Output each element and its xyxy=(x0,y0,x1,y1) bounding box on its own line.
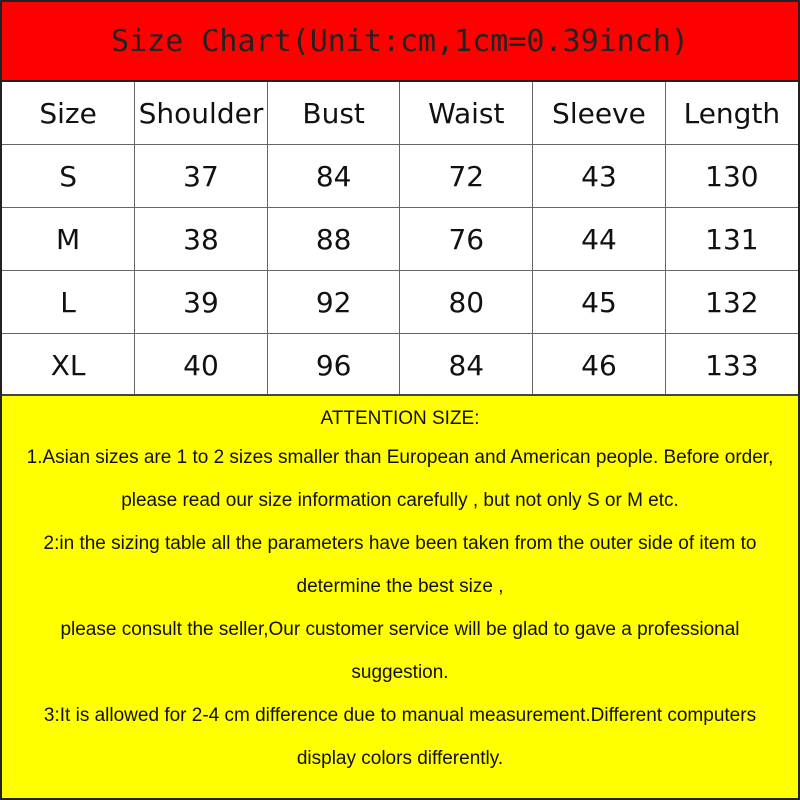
attention-notes xyxy=(2,394,798,798)
table-header-row xyxy=(2,82,798,145)
cell-waist: 84 xyxy=(400,334,533,397)
cell-shoulder: 40 xyxy=(135,334,268,397)
cell-waist: 80 xyxy=(400,271,533,334)
cell-shoulder: 37 xyxy=(135,145,268,208)
cell-shoulder: 38 xyxy=(135,208,268,271)
header-length: Length xyxy=(665,82,798,145)
cell-sleeve: 44 xyxy=(533,208,666,271)
cell-waist: 76 xyxy=(400,208,533,271)
header-bust: Bust xyxy=(267,82,400,145)
cell-length: 133 xyxy=(665,334,798,397)
title-bar xyxy=(2,2,798,82)
note-line: 2:in the sizing table all the parameters have been taken from the outer side of item to xyxy=(43,533,757,554)
size-table xyxy=(2,82,798,397)
note-line: please read our size information carefully , but not only S or M etc. xyxy=(121,490,679,511)
note-line: please consult the seller,Our customer service will be glad to gave a professional xyxy=(60,619,740,640)
notes-heading: ATTENTION SIZE: xyxy=(320,408,480,429)
note-line: display colors differently. xyxy=(296,748,504,769)
note-line: suggestion. xyxy=(351,662,449,683)
header-shoulder: Shoulder xyxy=(135,82,268,145)
header-size: Size xyxy=(2,82,135,145)
cell-sleeve: 46 xyxy=(533,334,666,397)
header-waist: Waist xyxy=(400,82,533,145)
cell-size: S xyxy=(2,145,135,208)
header-sleeve: Sleeve xyxy=(533,82,666,145)
cell-size: XL xyxy=(2,334,135,397)
cell-size: L xyxy=(2,271,135,334)
table-row xyxy=(2,271,798,334)
cell-waist: 72 xyxy=(400,145,533,208)
cell-shoulder: 39 xyxy=(135,271,268,334)
cell-bust: 92 xyxy=(267,271,400,334)
cell-length: 131 xyxy=(665,208,798,271)
cell-length: 130 xyxy=(665,145,798,208)
note-line: 3:It is allowed for 2-4 cm difference due to manual measurement.Different computers xyxy=(43,705,757,726)
cell-sleeve: 45 xyxy=(533,271,666,334)
cell-size: M xyxy=(2,208,135,271)
cell-length: 132 xyxy=(665,271,798,334)
cell-bust: 88 xyxy=(267,208,400,271)
cell-sleeve: 43 xyxy=(533,145,666,208)
note-line: 1.Asian sizes are 1 to 2 sizes smaller than European and American people. Before order, xyxy=(26,447,774,468)
table-row xyxy=(2,145,798,208)
cell-bust: 84 xyxy=(267,145,400,208)
table-row xyxy=(2,208,798,271)
chart-title: Size Chart(Unit:cm,1cm=0.39inch) xyxy=(111,23,689,59)
note-line: determine the best size , xyxy=(296,576,504,597)
table-row xyxy=(2,334,798,397)
cell-bust: 96 xyxy=(267,334,400,397)
